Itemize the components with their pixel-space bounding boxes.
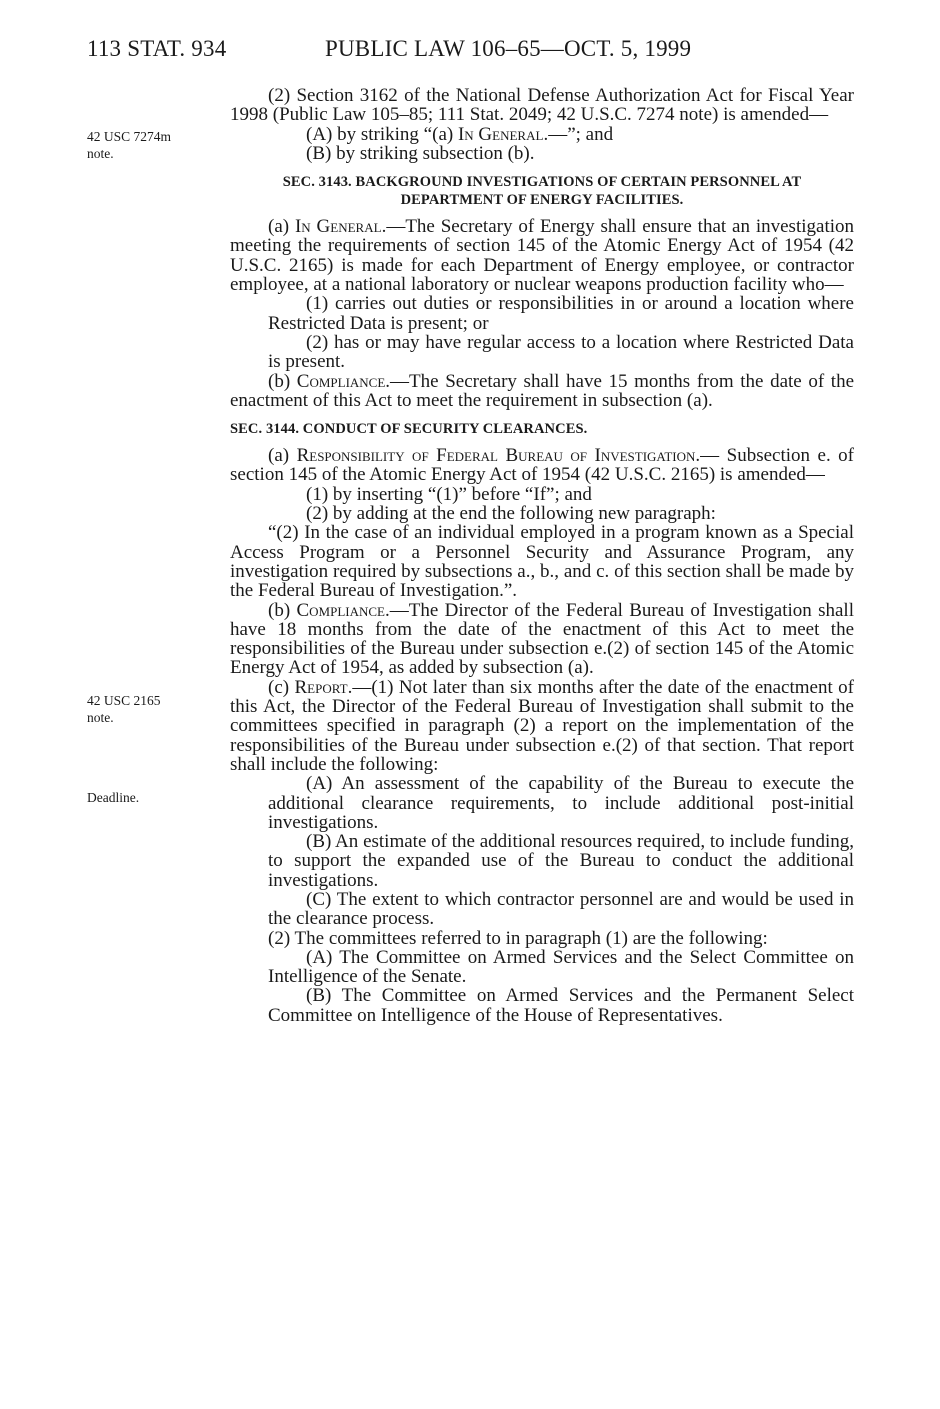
quoted-paragraph: “(2) In the case of an individual employed in a program known as a Special Access Program or a Personnel Security and Assurance Program, any investigation required by subsections a., b., and c. of this section shall be made by the Federal Bureau of Investigation.”. (230, 522, 854, 602)
paragraph: (1) carries out duties or responsibilities in or around a location where Restricted Data is present; or (268, 293, 854, 334)
margin-note-line: note. (87, 146, 114, 161)
margin-note-deadline: Deadline. (87, 790, 140, 805)
paragraph: (B) An estimate of the additional resources required, to include funding, to support the expanded use of the Bureau to conduct the additional investigations. (268, 831, 854, 891)
paragraph: (1) by inserting “(1)” before “If”; and (306, 483, 592, 505)
small-caps-run: In General (294, 216, 382, 238)
paragraph (230, 217, 854, 294)
statute-page-number: 113 STAT. 934 (87, 36, 227, 61)
paragraph: (2) has or may have regular access to a location where Restricted Data is present. (268, 331, 854, 373)
text-run: (A) by striking “(a) (306, 123, 458, 145)
text-run: (c) (268, 676, 295, 698)
paragraph: (A) An assessment of the capability of the Bureau to execute the additional clearance requirements, to include additional post-initial investigations. (268, 773, 854, 833)
margin-note-usc-7274m (87, 128, 212, 162)
paragraph: (C) The extent to which contractor personnel are and would be used in the clearance process. (268, 888, 854, 930)
text-run: .—The Secretary shall have 15 months from the date of the enactment of this Act to meet the requirement in subsection (a). (230, 370, 855, 411)
small-caps-run: Responsibility of Federal Bureau of Investigation (296, 445, 696, 467)
section-heading-3143: SEC. 3143. BACKGROUND INVESTIGATIONS OF CERTAIN PERSONNEL AT DEPARTMENT OF ENERGY FACILITIES. (282, 174, 802, 209)
text-run: .—”; and (543, 123, 614, 145)
small-caps-run: Compliance (296, 370, 386, 392)
margin-note-line: 42 USC 2165 (87, 693, 161, 708)
paragraph (230, 372, 854, 411)
small-caps-run: Compliance (296, 599, 385, 621)
text-run: (b) (268, 599, 297, 621)
paragraph: (2) Section 3162 of the National Defense Authorization Act for Fiscal Year 1998 (Public Law 105–85; 111 Stat. 2049; 42 U.S.C. 7274 note) is amended— (230, 85, 854, 126)
paragraph: (2) by adding at the end the following new paragraph: (306, 503, 716, 525)
paragraph: (B) The Committee on Armed Services and the Permanent Select Committee on Intelligence of the House of Representatives. (268, 985, 854, 1026)
paragraph (230, 125, 854, 144)
margin-note-usc-2165 (87, 692, 212, 726)
paragraph (230, 446, 854, 485)
section-heading-3144: SEC. 3144. CONDUCT OF SECURITY CLEARANCES. (230, 421, 588, 438)
page-header (0, 36, 940, 66)
text-run: .—The Director of the Federal Bureau of Investigation shall have 18 months from the date of the enactment of this Act to meet the responsibilities of the Bureau under subsection e.(2) of section 145 of the Atomic Energy Act of 1954, as added by subsection (a). (230, 599, 854, 679)
paragraph (230, 678, 854, 774)
margin-note-line: 42 USC 7274m (87, 129, 172, 144)
margin-note-line: note. (87, 710, 114, 725)
text-run: (b) (268, 370, 297, 392)
paragraph: (2) The committees referred to in paragraph (1) are the following: (268, 927, 768, 949)
text-run: (a) (268, 216, 295, 238)
text-run: (a) (268, 445, 297, 467)
running-title: PUBLIC LAW 106–65—OCT. 5, 1999 (325, 36, 692, 61)
document-body (230, 86, 854, 1025)
text-run: .—The Secretary of Energy shall ensure that an investigation meeting the requirements of section 145 of the Atomic Energy Act of 1954 (42 U.S.C. 2165) is made for each Department of Energy employee, or contractor employee, at a national laboratory or nuclear weapons production facility who— (230, 216, 854, 296)
small-caps-run: In General (457, 123, 544, 145)
paragraph: (A) The Committee on Armed Services and the Select Committee on Intelligence of the Senate. (268, 946, 854, 988)
paragraph: (B) by striking subsection (b). (306, 142, 535, 164)
paragraph (230, 601, 854, 678)
small-caps-run: Report (294, 676, 348, 698)
text-run: .—(1) Not later than six months after the date of the enactment of this Act, the Director of the Federal Bureau of Investigation shall submit to the committees specified in paragraph (2) a report on the implementation of the responsibilities of the Bureau under subsection e.(2) of that section. That report shall include the following: (230, 676, 854, 775)
text-run: .— Subsection e. of section 145 of the Atomic Energy Act of 1954 (42 U.S.C. 2165) is amended— (230, 445, 854, 486)
